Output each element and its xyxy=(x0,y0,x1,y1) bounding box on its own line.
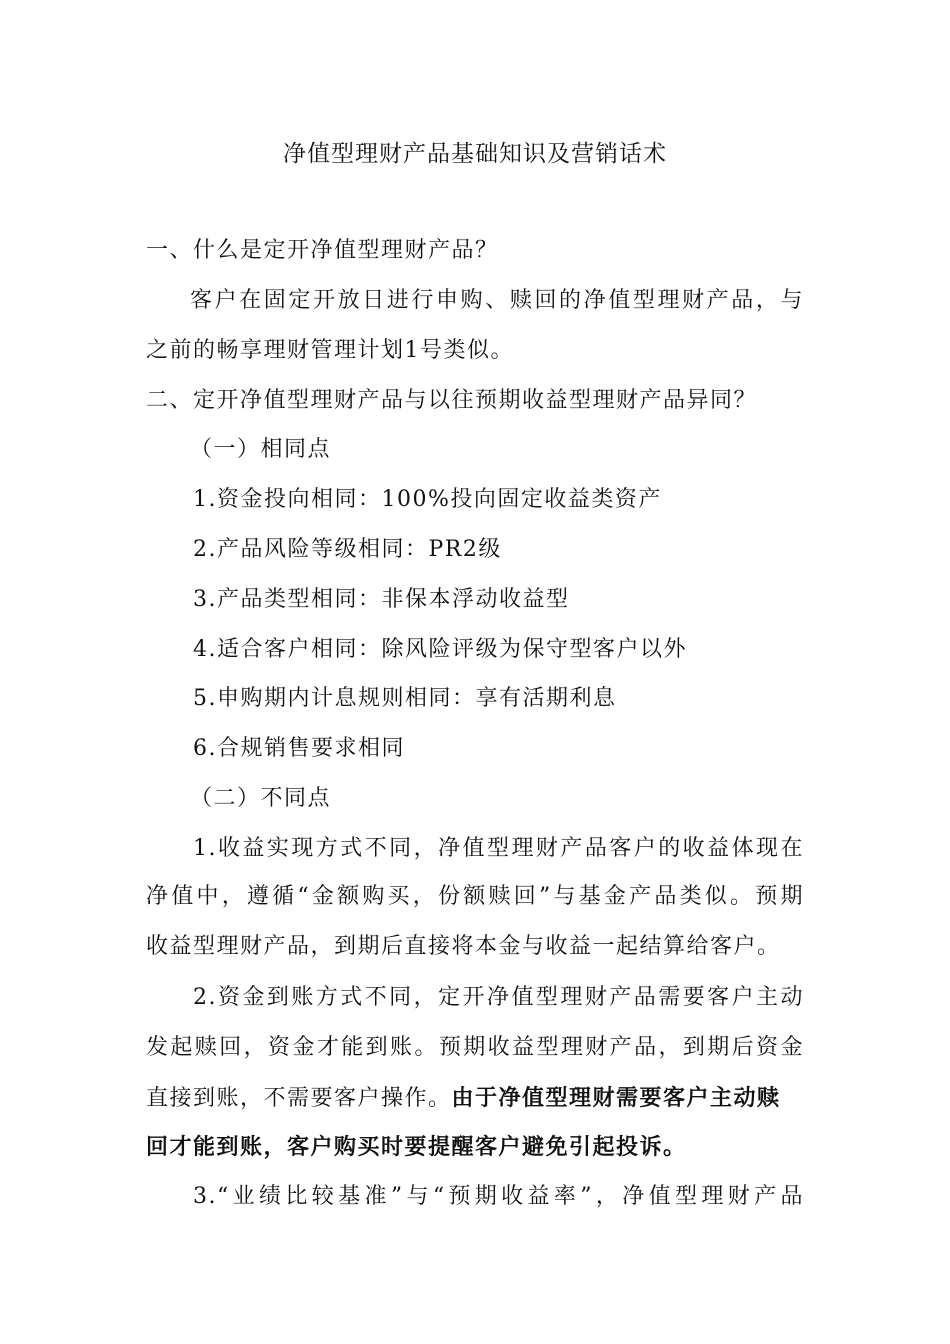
same-point-item: 5.申购期内计息规则相同：享有活期利息 xyxy=(193,686,617,711)
diff-1-line: 净值中，遵循“金额购买，份额赎回”与基金产品类似。预期 xyxy=(146,884,804,909)
section-1-heading: 一、什么是定开净值型理财产品？ xyxy=(146,238,499,263)
same-point-item: 4.适合客户相同：除风险评级为保守型客户以外 xyxy=(193,637,687,662)
same-point-item: 6.合规销售要求相同 xyxy=(193,736,405,761)
section-1-paragraph-line: 客户在固定开放日进行申购、赎回的净值型理财产品，与 xyxy=(190,288,804,313)
diff-2-bold-text: 由于净值型理财需要客户主动赎 xyxy=(451,1085,781,1111)
same-point-item: 1.资金投向相同：100%投向固定收益类资产 xyxy=(193,487,662,512)
document-title: 净值型理财产品基础知识及营销话术 xyxy=(283,141,667,167)
diff-3-line: 3.“业绩比较基准”与“预期收益率”，净值型理财产品 xyxy=(193,1184,804,1209)
diff-2-normal-text: 直接到账，不需要客户操作。 xyxy=(146,1086,452,1111)
diff-1-line: 收益型理财产品，到期后直接将本金与收益一起结算给客户。 xyxy=(146,934,781,959)
same-points-heading: （一）相同点 xyxy=(190,437,332,462)
diff-2-line: 2.资金到账方式不同，定开净值型理财产品需要客户主动 xyxy=(193,985,804,1010)
diff-2-bold-line: 回才能到账，客户购买时要提醒客户避免引起投诉。 xyxy=(146,1134,687,1160)
section-1-paragraph-line: 之前的畅享理财管理计划1号类似。 xyxy=(146,338,514,363)
diff-points-heading: （二）不同点 xyxy=(190,786,332,811)
diff-2-line: 发起赎回，资金才能到账。预期收益型理财产品，到期后资金 xyxy=(146,1035,804,1060)
same-point-item: 2.产品风险等级相同：PR2级 xyxy=(193,537,502,562)
same-point-item: 3.产品类型相同：非保本浮动收益型 xyxy=(193,587,570,612)
section-2-heading: 二、定开净值型理财产品与以往预期收益型理财产品异同？ xyxy=(146,388,758,413)
diff-2-line xyxy=(146,1078,781,1119)
diff-1-line: 1.收益实现方式不同，净值型理财产品客户的收益体现在 xyxy=(193,836,804,861)
